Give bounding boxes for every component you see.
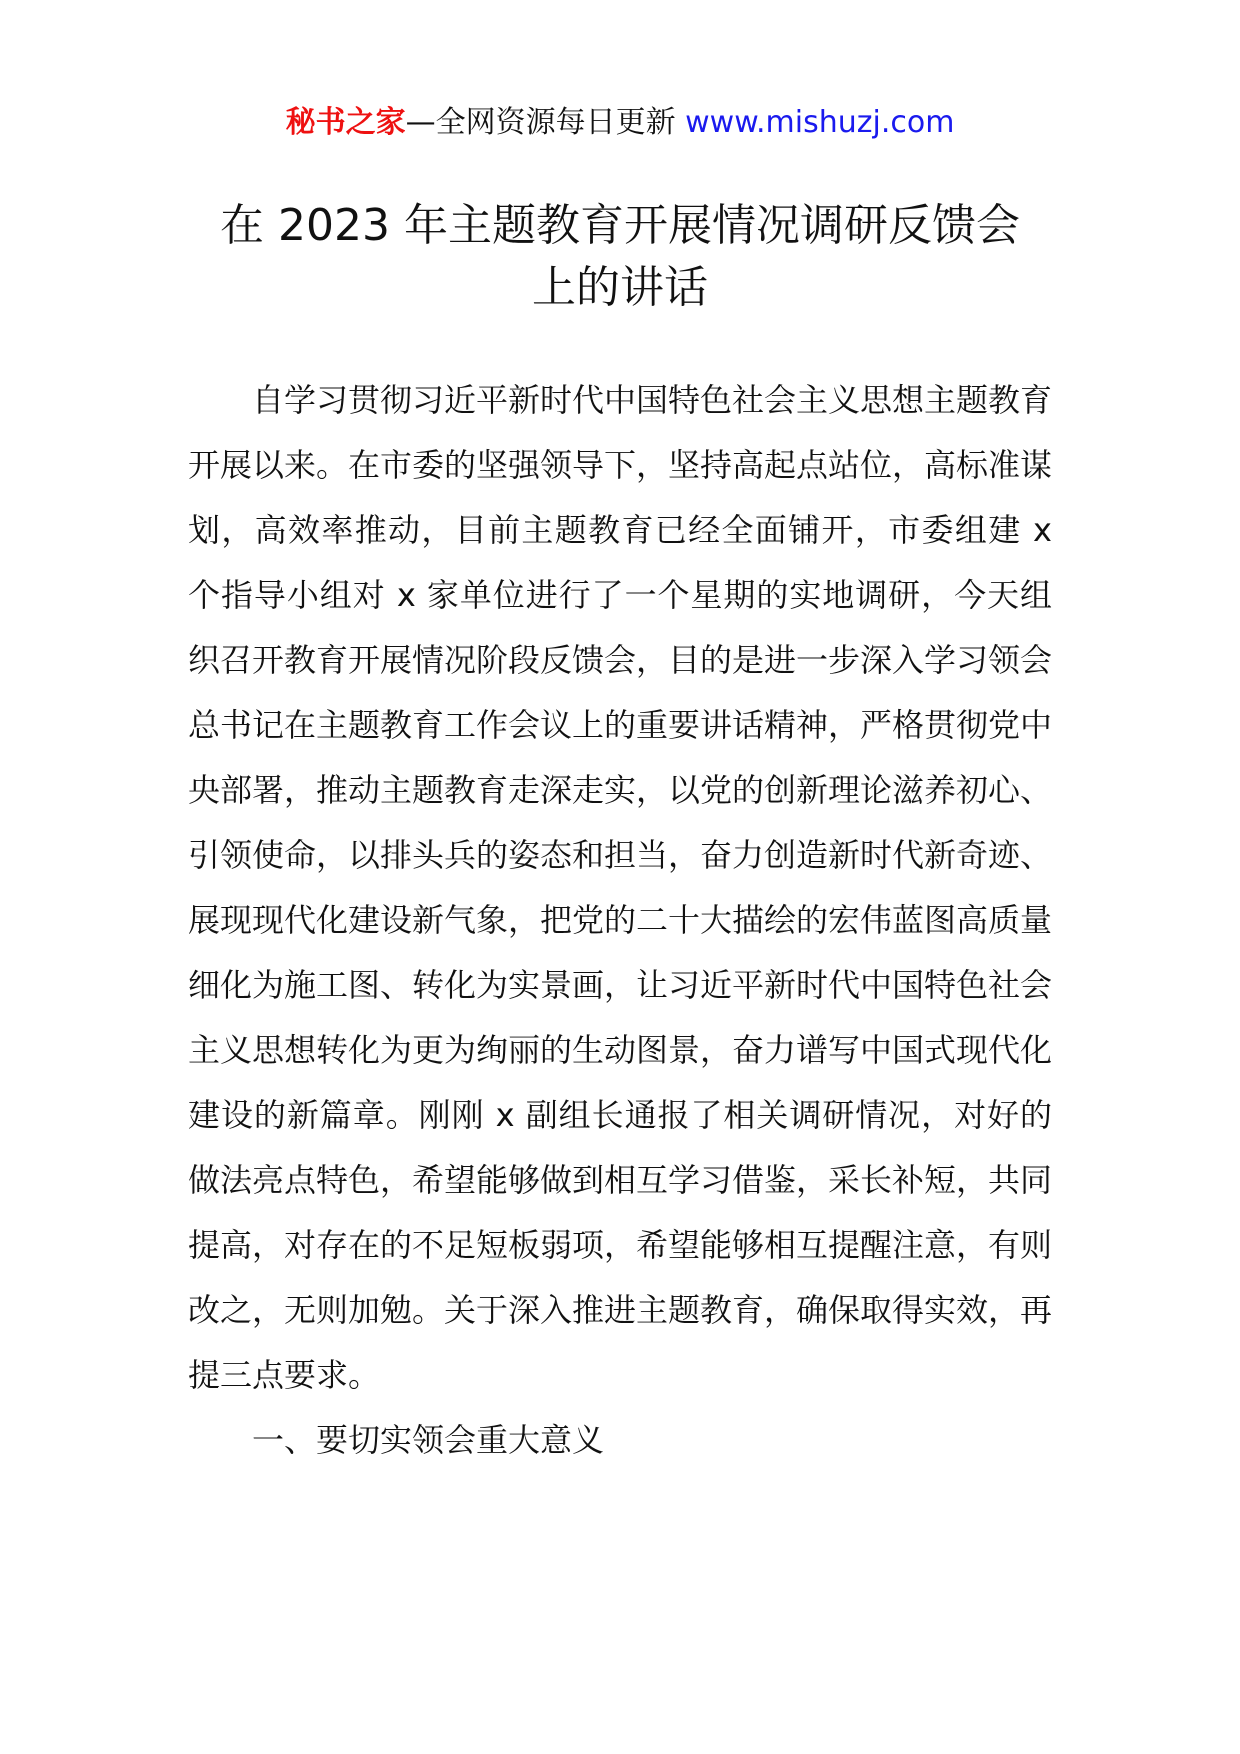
document-body xyxy=(188,368,1052,1473)
header-tagline: —全网资源每日更新 xyxy=(405,105,676,140)
section-heading: 一、要切实领会重大意义 xyxy=(252,1421,605,1459)
title-line-1: 在 2023 年主题教育开展情况调研反馈会 xyxy=(220,200,1020,251)
document-title xyxy=(120,195,1120,319)
site-header xyxy=(0,100,1240,146)
brand-name: 秘书之家 xyxy=(285,105,406,140)
title-line-2: 上的讲话 xyxy=(532,262,708,313)
body-paragraph: 自学习贯彻习近平新时代中国特色社会主义思想主题教育开展以来。在市委的坚强领导下，坚持高起点站位，高标准谋划，高效率推动，目前主题教育已经全面铺开，市委组建 x 个指导小组对 x 家单位进行了一个星期的实地调研，今天组织召开教育开展情况阶段反馈会，目的是进一步深入学习领会总书记在主题教育工作会议上的重要讲话精神，严格贯彻党中央部署，推动主题教育走深走实，以党的创新理论滋养初心、引领使命，以排头兵的姿态和担当，奋力创造新时代新奇迹、展现现代化建设新气象，把党的二十大描绘的宏伟蓝图高质量细化为施工图、转化为实景画，让习近平新时代中国特色社会主义思想转化为更为绚丽的生动图景，奋力谱写中国式现代化建设的新篇章。刚刚 x 副组长通报了相关调研情况，对好的做法亮点特色，希望能够做到相互学习借鉴，采长补短，共同提高，对存在的不足短板弱项，希望能够相互提醒注意，有则改之，无则加勉。关于深入推进主题教育，确保取得实效，再提三点要求。 xyxy=(188,381,1053,1394)
site-url-link[interactable]: www.mishuzj.com xyxy=(685,105,955,140)
